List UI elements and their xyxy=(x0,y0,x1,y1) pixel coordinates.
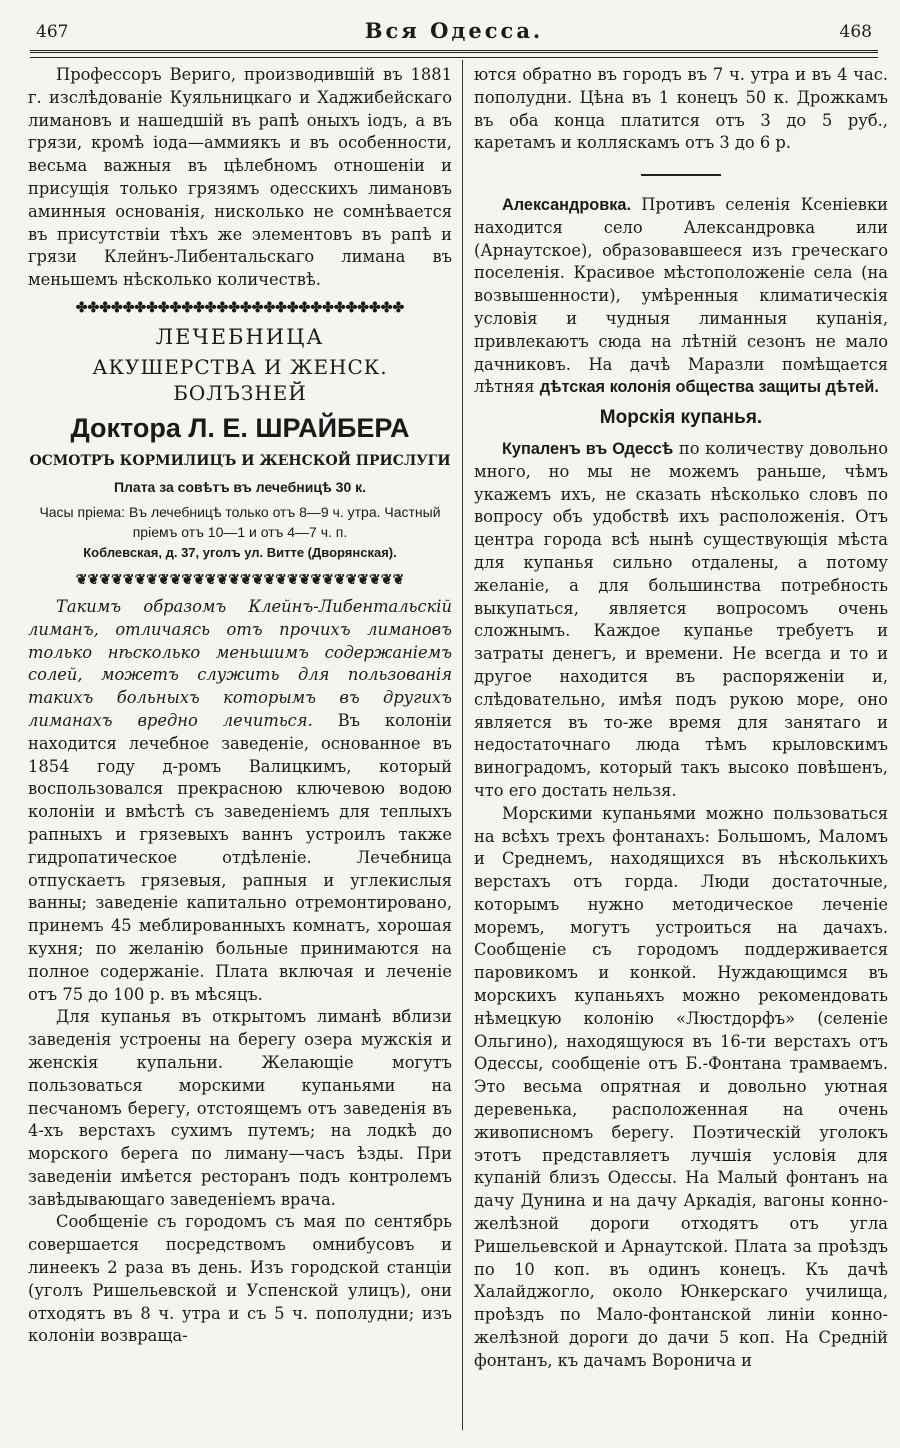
paragraph-fountains: Морскими купаньями можно пользоваться на всѣхъ трехъ фонтанахъ: Большомъ, Маломъ и Среднемъ, находящихся въ нѣсколькихъ верстахъ отъ горда. Люди достаточные, которымъ нужно методическое леченіе моремъ, могутъ устроиться на дачахъ. Сообщеніе съ городомъ поддерживается паровикомъ и конкой. Нуждающимся въ морскихъ купаньяхъ можно рекомендовать нѣмецкую колонію «Люстдорфъ» (селеніе Ольгино), находящуюся въ 16-ти верстахъ отъ Одессы, сообщеніе отъ Б.-Фонтана трамваемъ. Это весьма опрятная и довольно уютная деревенька, расположенная на очень живописномъ берегу. Поэтическій уголокъ этотъ представляетъ лучшія условія для купаній близъ Одессы. На Малый фонтанъ на дачу Дунина и на дачу Аркадія, вагоны конно-желѣзной дороги отходятъ отъ угла Ришельевской и Арнаутской. Плата за проѣздъ по 10 коп. въ одинъ конецъ. Къ дачѣ Халайджогло, около Юнкерскаго училища, проѣздъ по Мало-фонтанской линіи конно-желѣзной дороги до дачи 5 коп. На Средній фонтанъ, къ дачамъ Воронича и xyxy=(474,803,888,1370)
paragraph-aleksandrovka xyxy=(474,194,888,399)
ad-line-clinic: ЛЕЧЕБНИЦА xyxy=(155,324,325,349)
right-column xyxy=(474,64,888,1373)
ad-line-doctor: Доктора Л. Е. ШРАЙБЕРА xyxy=(70,412,410,443)
page-number-right: 468 xyxy=(839,22,872,42)
bathhouses-lead: Купаленъ въ Одессѣ xyxy=(502,439,674,458)
section-heading-sea-bathing: Морскія купанья. xyxy=(599,407,763,429)
bathhouses-text: по количеству довольно много, но мы не можемъ раньше, чѣмъ укажемъ ихъ, не сказать нѣсколько словъ по вопросу объ удобствѣ ихъ расположенія. Отъ центра города всѣ нынѣ существующія мѣста для купанья сильно отдалены, а потому желаніе, а для большинства потребность выкупаться, является вопросомъ очень сложнымъ. Каждое купанье требуетъ и затраты денегъ, и времени. Не всегда и то и другое находится въ распоряженіи и, слѣдовательно, имѣя подъ рукою море, оно является въ то-же время для занятаго и недостаточнаго люда тѣмъ крыловскимъ виноградомъ, который такъ высоко повѣшенъ, что его достать нельзя. xyxy=(474,438,888,800)
childrens-colony: дѣтская колонія общества защиты дѣтей. xyxy=(539,378,879,397)
ad-line-specialty: АКУШЕРСТВА И ЖЕНСК. БОЛЪЗНЕЙ xyxy=(92,354,388,405)
paragraph-bathhouses xyxy=(474,438,888,803)
page-number-left: 467 xyxy=(36,22,69,42)
paragraph-continuation: Въ колоніи находится лечебное заведеніе, основанное въ 1854 году д-ромъ Валицкимъ, который воспользовался прекрасною ключевою водою колоніи и вмѣстѣ съ заведеніемъ для теплыхъ рапныхъ и грязевыхъ ваннъ устроилъ также гидропатическое отдѣленіе. Лечебница отпускаетъ грязевыя, рапныя и углекислыя ванны; заведеніе капитально отремонтировано, принемъ 45 меблированныхъ комнатъ, хорошая кухня; по желанію больные принимаются на полное содержаніе. Плата включая и леченіе отъ 75 до 100 р. въ мѣсяцъ. xyxy=(28,710,452,1004)
ad-line-address: Коблевская, д. 37, уголъ ул. Витте (Дворянская). xyxy=(83,544,397,560)
paragraph-return-trip: ются обратно въ городъ въ 7 ч. утра и въ 4 час. пополудни. Цѣна въ 1 конецъ 50 к. Дрожкамъ въ оба конца платится отъ 3 до 5 руб., каретамъ и колляскамъ отъ 3 до 6 р. xyxy=(474,65,888,153)
header-rule xyxy=(30,50,878,58)
aleksandrovka-title: Александровка. xyxy=(502,195,631,214)
paragraph-transport: Сообщеніе съ городомъ съ мая по сентябрь совершается посредствомъ омнибусовъ и линеекъ 2 раза въ день. Изъ городской станціи (уголъ Ришельевской и Успенской улицъ), они отходятъ въ 8 ч. утра и съ 5 ч. пополудни; изъ колоніи возвраща- xyxy=(28,1212,452,1346)
paragraph-kleinliebental xyxy=(28,596,452,1006)
ornament-separator-top: ✤✤✤✤✤✤✤✤✤✤✤✤✤✤✤✤✤✤✤✤✤✤✤✤✤✤✤✤ xyxy=(75,299,405,316)
italic-lead: Такимъ образомъ Клейнъ-Либентальскій лиманъ, отличаясь отъ прочихъ лимановъ только нѣсколько меньшимъ содержаніемъ солей, можетъ служить для пользованія такихъ больныхъ которымъ въ другихъ лиманахъ вредно лечиться. xyxy=(28,596,452,730)
page-header xyxy=(30,18,878,48)
running-title: Вся Одесса. xyxy=(364,18,544,43)
left-column xyxy=(28,64,452,1348)
ornament-separator-bottom: ❦❦❦❦❦❦❦❦❦❦❦❦❦❦❦❦❦❦❦❦❦❦❦❦❦❦❦❦ xyxy=(75,571,405,588)
ad-line-hours: Часы пріема: Въ лечебницѣ только отъ 8—9 ч. утра. Частный пріемъ отъ 10—1 и отъ 4—7 ч. п. xyxy=(39,503,441,540)
paragraph-bathing: Для купанья въ открытомъ лиманѣ вблизи заведенія устроены на берегу озера мужскія и женскія купальни. Желающіе могутъ пользоваться морскими купаньями на песчаномъ берегу, отстоящемъ отъ заведенія въ 4-хъ верстахъ сухимъ путемъ; на лодкѣ до морского берега по лиману—часъ ѣзды. При заведеніи имѣется ресторанъ подъ контролемъ завѣдывающаго заведеніемъ врача. xyxy=(28,1007,452,1209)
column-divider xyxy=(462,60,463,1430)
ad-line-examination: ОСМОТРЪ КОРМИЛИЦЪ И ЖЕНСКОЙ ПРИСЛУГИ xyxy=(29,452,451,469)
aleksandrovka-text: Противъ селенія Ксеніевки находится село Александровка или (Арнаутское), образовавшееся изъ греческаго поселенія. Красивое мѣстоположеніе села (на возвышенности), умѣренныя климатическія условія и чудныя лиманныя купанія, привлекаютъ сюда на лѣтній сезонъ не мало дачниковъ. На дачѣ Маразли помѣщается лѣтняя xyxy=(474,194,888,397)
short-rule xyxy=(474,163,888,186)
paragraph-verigo: Профессоръ Вериго, производившій въ 1881 г. изслѣдованіе Куяльницкаго и Хаджибейскаго лимановъ и нашедшій въ рапѣ оныхъ іодъ, а въ грязи, кромѣ іода—аммиякъ и въ особенности, весьма важныя въ цѣлебномъ отношеніи и присущія только грязямъ одесскихъ лимановъ аминныя основанія, нисколько не сомнѣвается въ присутствіи тѣхъ же элементовъ въ рапѣ и грязи Клейнъ-Либентальскаго лимана въ меньшемъ нѣсколько количествѣ. xyxy=(28,65,452,290)
clinic-advertisement xyxy=(28,324,452,564)
ad-line-fee: Плата за совѣтъ въ лечебницѣ 30 к. xyxy=(113,478,367,495)
